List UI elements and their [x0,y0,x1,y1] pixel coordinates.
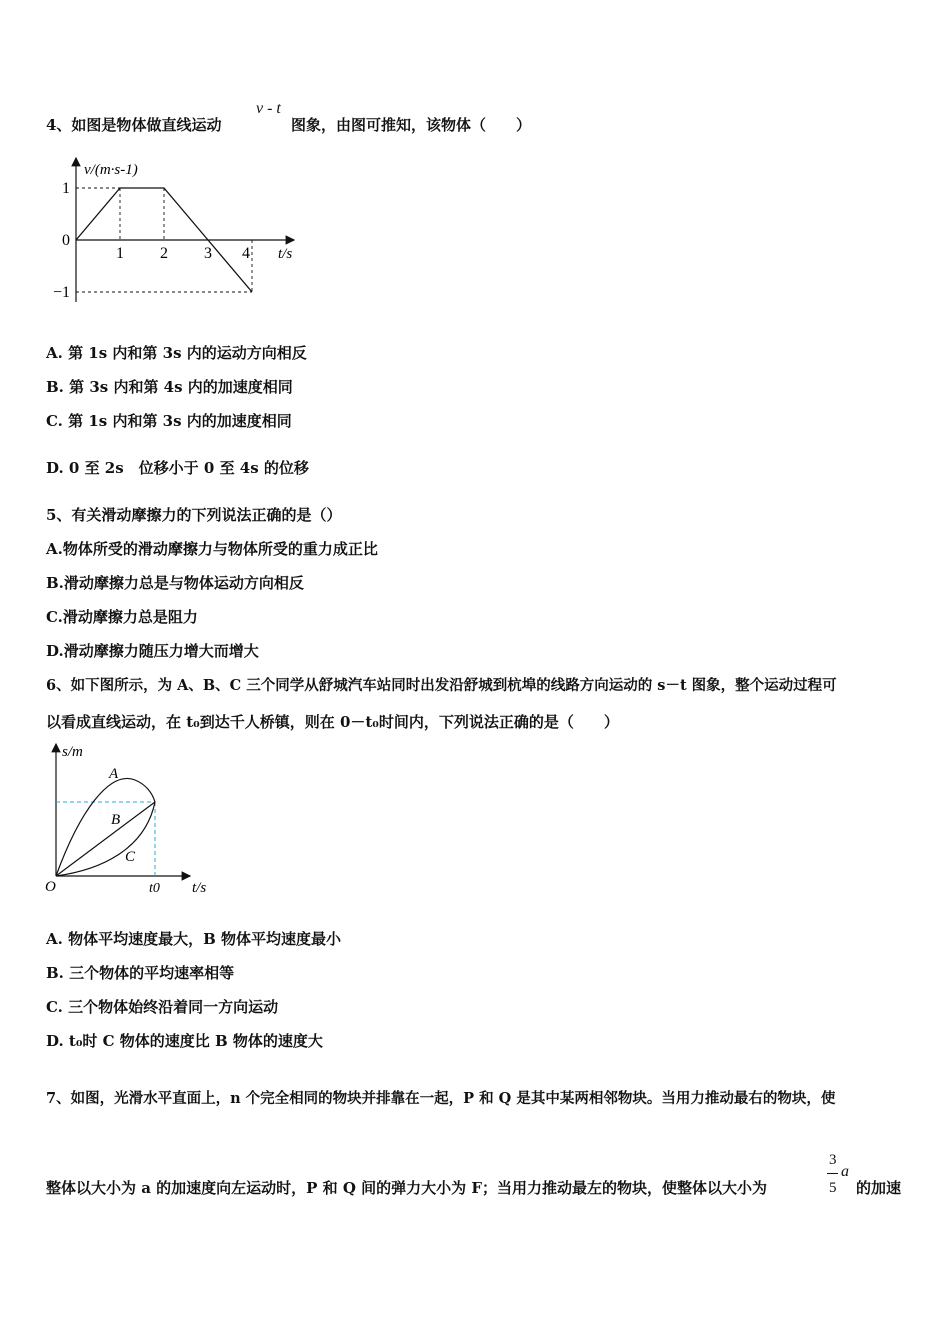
q7-line2-end: 的加速 [856,1179,902,1197]
q4-option-c: C. 第 1s 内和第 3s 内的加速度相同 [46,412,292,430]
q6-label-c: C [125,849,136,865]
q4-ytick-label: −1 [52,284,70,301]
q7-fraction-bar [827,1173,838,1174]
q7-fraction-variable: a [841,1163,849,1180]
q4-x-label: t/s [278,246,293,262]
q4-stem-prefix: 4、如图是物体做直线运动 [46,116,222,134]
q7-line2-start: 整体以大小为 a 的加速度向左运动时，P 和 Q 间的弹力大小为 F；当用力推动最左的物块，使整体以大小为 [46,1179,768,1197]
q4-option-a: A. 第 1s 内和第 3s 内的运动方向相反 [46,344,307,362]
q7-fraction-denominator: 5 [829,1180,837,1196]
q6-t0-label: t0 [149,881,160,896]
q4-xtick-label: 2 [160,245,168,262]
q4-option-b: B. 第 3s 内和第 4s 内的加速度相同 [46,378,293,396]
q5-stem: 5、有关滑动摩擦力的下列说法正确的是（） [46,506,342,524]
q7-line1: 7、如图，光滑水平直面上，n 个完全相同的物块并排靠在一起，P 和 Q 是其中某两相邻物块。当用力推动最右的物块，使 [46,1090,836,1107]
q4-stem [46,115,221,135]
q5-option-c: C.滑动摩擦力总是阻力 [46,608,198,626]
q4-xtick-label: 1 [116,245,124,262]
q4-math-vt: v - t [256,100,281,117]
q4-y-label: v/(m·s-1) [84,162,138,178]
q6-option-c: C. 三个物体始终沿着同一方向运动 [46,998,279,1016]
q5-option-b: B.滑动摩擦力总是与物体运动方向相反 [46,574,304,592]
q5-option-a: A.物体所受的滑动摩擦力与物体所受的重力成正比 [46,540,378,558]
q6-stem-line1: 6、如下图所示，为 A、B、C 三个同学从舒城汽车站同时出发沿舒城到杭埠的线路方向运动的 s－t 图象，整个运动过程可 [46,677,837,694]
q6-label-a: A [109,766,119,782]
q4-vt-graph [46,156,316,306]
q4-xtick-label: 3 [204,245,212,262]
q6-origin-label: O [45,879,56,895]
q6-label-b: B [111,812,121,828]
q4-option-d: D. 0 至 2s 位移小于 0 至 4s 的位移 [46,459,309,477]
q6-x-label: t/s [192,880,207,896]
q6-option-a: A. 物体平均速度最大，B 物体平均速度最小 [46,930,341,948]
q4-xtick-label: 4 [242,245,250,262]
q5-option-d: D.滑动摩擦力随压力增大而增大 [46,642,259,660]
q7-fraction-numerator: 3 [829,1152,837,1168]
q6-st-graph [40,740,220,896]
q4-ytick-label: 1 [62,180,70,197]
q6-y-label: s/m [62,744,83,760]
q4-stem-suffix: 图象，由图可推知，该物体（ ） [291,116,532,134]
q6-stem-line2: 以看成直线运动，在 t₀到达千人桥镇，则在 0－t₀时间内，下列说法正确的是（ ） [46,713,619,731]
q4-ytick-label: 0 [62,232,70,249]
q6-option-d: D. t₀时 C 物体的速度比 B 物体的速度大 [46,1032,323,1050]
q6-option-b: B. 三个物体的平均速率相等 [46,964,235,982]
